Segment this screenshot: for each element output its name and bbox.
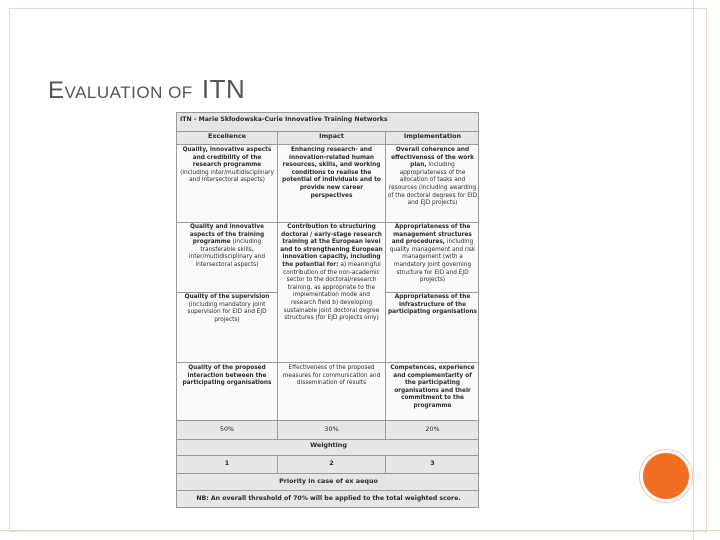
weight-excellence: 50% bbox=[219, 425, 235, 433]
slide-decor-horizontal-line bbox=[0, 530, 720, 531]
header-implementation: Implementation bbox=[403, 132, 462, 140]
cell-r1-implementation bbox=[385, 146, 479, 222]
cell-r4-excellence-bold: Quality of the proposed interaction between the participating organisations bbox=[182, 365, 272, 387]
cell-r1-impact bbox=[278, 146, 385, 222]
cell-r1-implementation-text: including appropriateness of the allocation of tasks and resources (including awarding of the doctoral degrees for EID and EJD projects) bbox=[387, 162, 478, 207]
cell-r1-excellence-bold: Quality, innovative aspects and credibility of the research programme bbox=[182, 147, 272, 169]
cell-r1-excellence-text: (including inter/multidisciplinary and intersectoral aspects) bbox=[180, 169, 274, 184]
decor-orange-circle bbox=[640, 450, 692, 502]
grid-h-line bbox=[385, 292, 479, 293]
cell-r2-excellence bbox=[177, 223, 277, 291]
cell-r3-implementation-bold: Appropriateness of the infrastructure of the participating organisations bbox=[388, 294, 477, 316]
cell-r2-impact bbox=[278, 223, 385, 351]
grid-h-line bbox=[177, 222, 479, 223]
grid-h-line bbox=[177, 144, 479, 145]
cell-r2-impact-bold: Contribution to structuring doctoral / early-stage research training at the European level and to strengthening European innovation capacity, including the potential for: bbox=[280, 224, 383, 268]
grid-v-line bbox=[385, 131, 386, 421]
header-impact: Impact bbox=[319, 132, 344, 140]
grid-v-line bbox=[277, 420, 278, 439]
grid-h-line bbox=[177, 473, 479, 474]
grid-h-line bbox=[177, 362, 479, 363]
cell-r3-excellence-bold: Quality of the supervision bbox=[184, 294, 270, 300]
priority-implementation: 3 bbox=[430, 459, 435, 467]
cell-r4-excellence bbox=[177, 364, 277, 418]
cell-r2-excellence-bold: Quality and innovative aspects of the training programme bbox=[189, 224, 265, 246]
cell-r4-impact-text: Effectiveness of the proposed measures for communication and dissemination of results bbox=[282, 365, 381, 387]
cell-r3-excellence-text: (including mandatory joint supervision for EID and EJD projects) bbox=[187, 301, 267, 323]
cell-r3-implementation bbox=[385, 293, 479, 351]
weight-implementation: 20% bbox=[425, 425, 440, 433]
cell-r4-implementation bbox=[385, 364, 479, 418]
threshold-note: NB: An overall threshold of 70% will be applied to the total weighted score. bbox=[196, 495, 461, 502]
grid-v-line bbox=[385, 455, 386, 473]
grid-h-line bbox=[177, 455, 479, 456]
grid-h-line bbox=[177, 420, 479, 421]
title-rest: VALUATION OF bbox=[64, 83, 198, 102]
weight-impact: 30% bbox=[324, 425, 339, 433]
title-itn: ITN bbox=[201, 74, 246, 104]
cell-r2-excellence-text: (including transferable skills, inter/multidisciplinary and intersectoral aspects) bbox=[188, 239, 266, 268]
cell-r4-impact bbox=[278, 364, 385, 418]
header-excellence: Excellence bbox=[208, 132, 246, 140]
cell-r3-excellence bbox=[177, 293, 277, 351]
grid-h-line bbox=[177, 490, 479, 491]
cell-r2-implementation bbox=[385, 223, 479, 291]
grid-h-line bbox=[177, 131, 479, 132]
cell-r1-impact-bold: Enhancing research- and innovation-related human resources, skills, and working conditions to realise the potential of individuals and to provide new career perspectives bbox=[282, 147, 381, 199]
table-title: ITN - Marie Skłodowska-Curie Innovative Training Networks bbox=[180, 116, 388, 123]
evaluation-table bbox=[176, 112, 479, 508]
grid-v-line bbox=[277, 455, 278, 473]
grid-h-line bbox=[177, 439, 479, 440]
grid-v-line bbox=[385, 420, 386, 439]
priority-label: Priority in case of ex aequo bbox=[279, 477, 378, 485]
title-initial: E bbox=[48, 77, 65, 104]
priority-impact: 2 bbox=[329, 459, 334, 467]
grid-h-line bbox=[177, 292, 278, 293]
slide-title bbox=[48, 74, 245, 105]
cell-r1-excellence bbox=[177, 146, 277, 222]
cell-r2-implementation-text: including quality management and risk management (with a mandatory joint governing structure for EID and EJD projects) bbox=[389, 239, 476, 284]
grid-v-line bbox=[277, 131, 278, 421]
weighting-label: Weighting bbox=[310, 441, 347, 449]
cell-r4-implementation-bold: Competences, experience and complementarity of the participating organisations and their commitment to the programme bbox=[390, 365, 475, 409]
priority-excellence: 1 bbox=[224, 459, 230, 467]
cell-r2-impact-text: a) meaningful contribution of the non-academic sector to the doctoral/research training, as appropriate to the implementation mode and research field b) developing sustainable joint doctoral degree structures (for EJD projects only) bbox=[283, 261, 381, 322]
cell-r2-implementation-bold: Appropriateness of the management structures and procedures, bbox=[391, 224, 472, 246]
cell-r1-implementation-bold: Overall coherence and effectiveness of the work plan, bbox=[391, 147, 474, 169]
slide-decor-vertical-line bbox=[693, 0, 694, 540]
